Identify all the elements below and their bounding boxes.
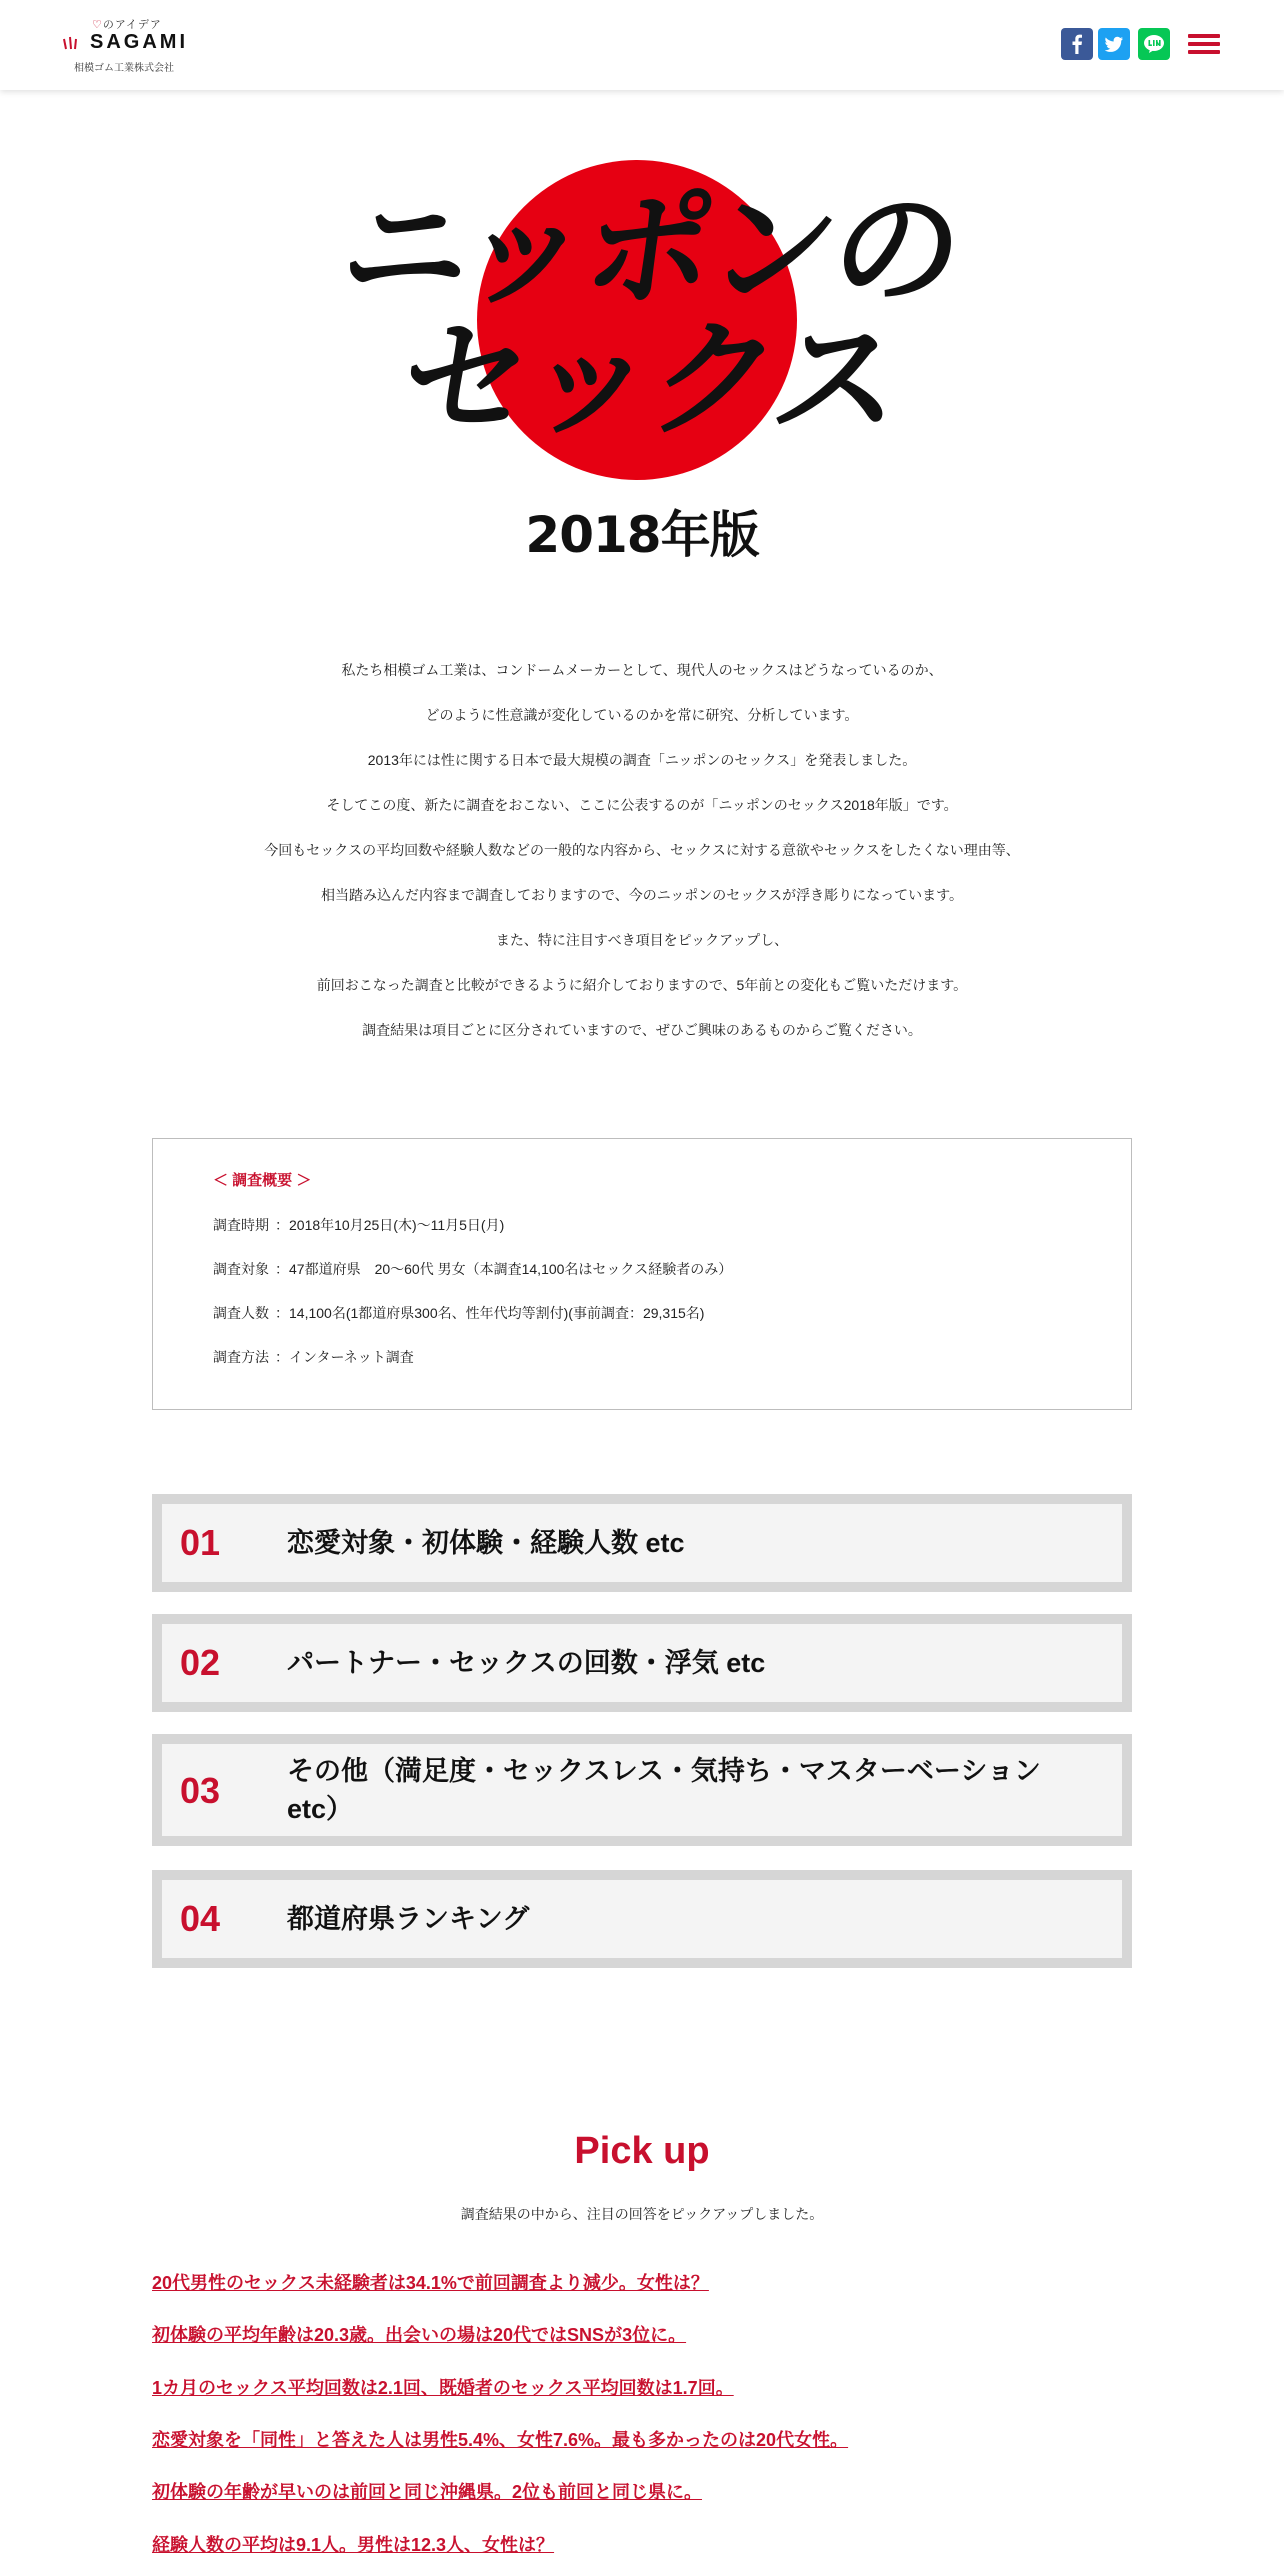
intro-line: 2013年には性に関する日本で最大規模の調査「ニッポンのセックス」を発表しました。: [367, 752, 917, 768]
survey-row-period: 調査時期 ：2018年10月25日(木)〜11月5日(月): [213, 1217, 505, 1233]
pickup-link[interactable]: 初体験の平均年齢は20.3歳。出会いの場は20代ではSNSが3位に。: [152, 2325, 687, 2345]
sagami-logo[interactable]: [62, 16, 192, 76]
twitter-share-button[interactable]: [1098, 28, 1130, 60]
hero-title-line1: ニッポンの: [332, 175, 968, 325]
pickup-link[interactable]: 1カ月のセックス平均回数は2.1回、既婚者のセックス平均回数は1.7回。: [152, 2378, 734, 2398]
heart-icon: ♡: [92, 19, 103, 31]
pickup-heading: Pick up: [574, 2130, 710, 2172]
intro-line: 前回おこなった調査と比較ができるように紹介しておりますので、5年前との変化もご覧いただけます。: [316, 977, 968, 993]
survey-overview-title: ＜ 調査概要 ＞: [213, 1172, 312, 1189]
facebook-icon: [1061, 28, 1093, 60]
intro-line: また、特に注目すべき項目をピックアップし、: [495, 932, 789, 948]
intro-line: そしてこの度、新たに調査をおこない、ここに公表するのが「ニッポンのセックス2018年版」です。: [326, 797, 958, 813]
pickup-link[interactable]: 恋愛対象を「同性」と答えた人は男性5.4%、女性7.6%。最も多かったのは20代女性。: [152, 2430, 849, 2450]
category-number: 01: [180, 1522, 221, 1563]
category-label: 恋愛対象・初体験・経験人数 etc: [287, 1528, 685, 1558]
facebook-share-button[interactable]: [1061, 28, 1093, 60]
intro-text: [142, 648, 1142, 1053]
logo-company-name: 相模ゴム工業株式会社: [74, 63, 174, 74]
category-button-01[interactable]: [152, 1494, 1132, 1592]
category-button-04[interactable]: [152, 1870, 1132, 1968]
twitter-icon: [1098, 28, 1130, 60]
survey-overview-box: [152, 1138, 1132, 1410]
intro-line: 相当踏み込んだ内容まで調査しておりますので、今のニッポンのセックスが浮き彫りになっています。: [321, 887, 963, 903]
category-label: パートナー・セックスの回数・浮気 etc: [287, 1648, 766, 1678]
pickup-link[interactable]: 20代男性のセックス未経験者は34.1%で前回調査より減少。女性は？: [152, 2273, 709, 2293]
category-label: 都道府県ランキング: [287, 1904, 530, 1934]
category-number: 03: [180, 1770, 221, 1811]
logo-tagline: ♡のアイデア: [92, 19, 162, 31]
category-button-03[interactable]: [152, 1734, 1132, 1846]
survey-row-method: 調査方法 ：インターネット調査: [213, 1349, 414, 1365]
hamburger-menu-icon[interactable]: [1188, 34, 1220, 54]
hero-year: 2018年版: [525, 506, 759, 564]
intro-line: 私たち相模ゴム工業は、コンドームメーカーとして、現代人のセックスはどうなっているのか、: [341, 662, 943, 678]
line-icon: [1138, 28, 1170, 60]
intro-line: 今回もセックスの平均回数や経験人数などの一般的な内容から、セックスに対する意欲やセックスをしたくない理由等、: [264, 842, 1020, 858]
survey-row-target: 調査対象 ：47都道府県 20〜60代 男女（本調査14,100名はセックス経験者のみ）: [213, 1261, 733, 1277]
hero-title-line2: セックス: [392, 305, 908, 455]
category-button-02[interactable]: [152, 1614, 1132, 1712]
line-share-button[interactable]: [1138, 28, 1170, 60]
pickup-subtitle: 調査結果の中から、注目の回答をピックアップしました。: [460, 2206, 824, 2222]
logo-wordmark: SAGAMI: [90, 31, 188, 53]
category-label: その他（満足度・セックスレス・気持ち・マスターベーション etc）: [287, 1756, 1041, 1824]
intro-line: 調査結果は項目ごとに区分されていますので、ぜひご興味のあるものからご覧ください。: [362, 1022, 922, 1038]
category-number: 02: [180, 1642, 221, 1683]
pickup-link[interactable]: 経験人数の平均は9.1人。男性は12.3人、女性は？: [152, 2535, 555, 2555]
intro-line: どのように性意識が変化しているのかを常に研究、分析しています。: [425, 707, 859, 723]
category-number: 04: [180, 1898, 221, 1939]
sagami-mark-icon: [62, 35, 86, 51]
site-header: [0, 0, 1284, 90]
survey-row-count: 調査人数 ：14,100名(1都道府県300名、性年代均等割付)(事前調査：29,315名): [213, 1305, 705, 1321]
pickup-link[interactable]: 初体験の年齢が早いのは前回と同じ沖縄県。2位も前回と同じ県に。: [152, 2482, 703, 2502]
